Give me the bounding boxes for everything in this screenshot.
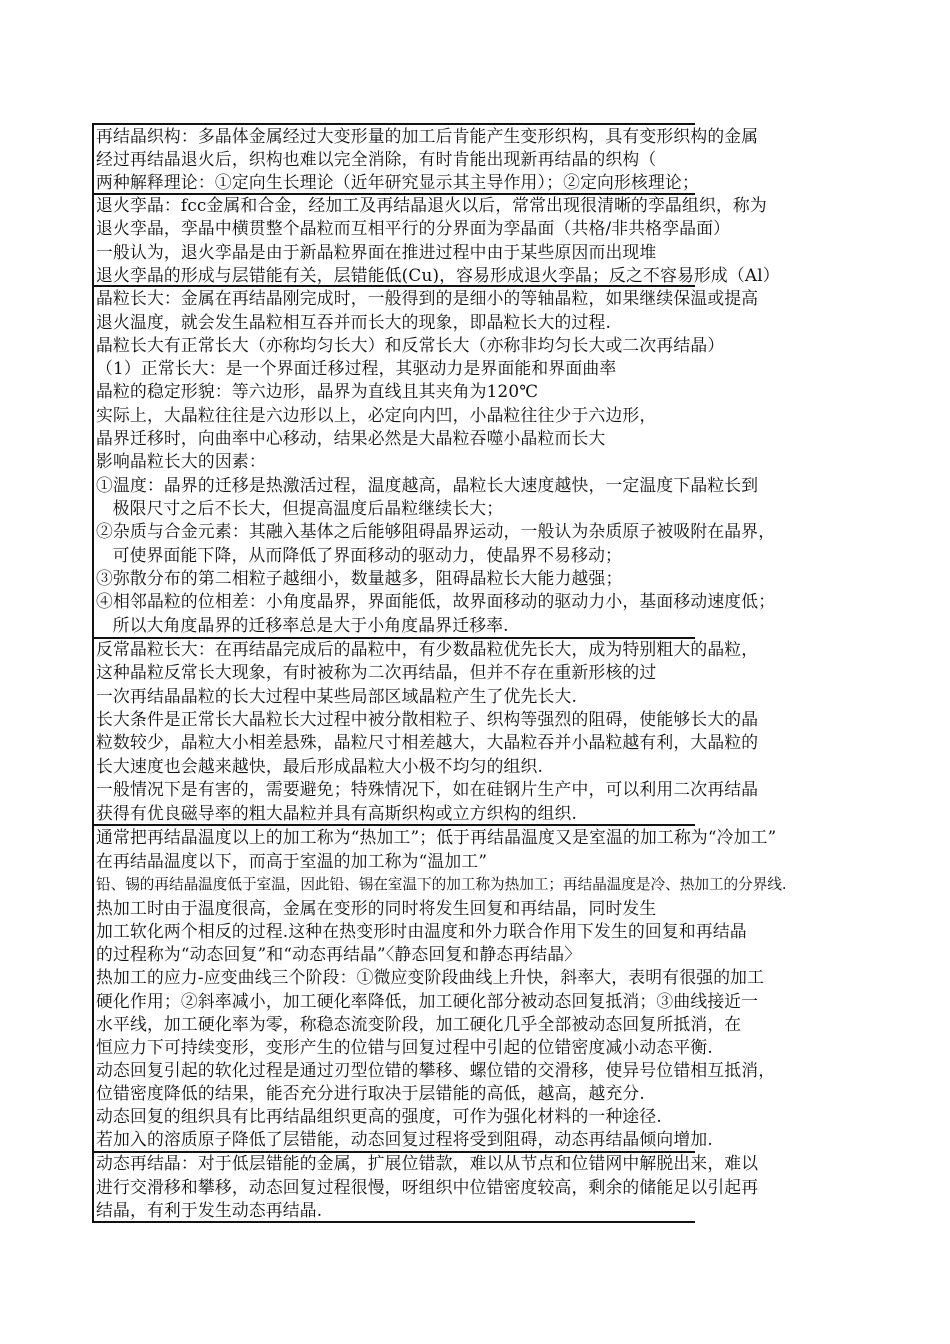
text-line: 进行交滑移和攀移，动态回复过程很慢，呀组织中位错密度较高，剩余的储能足以引起再 [96,1177,759,1197]
text-line: 在再结晶温度以下，而高于室温的加工称为“温加工” [96,851,488,871]
text-line: 动态回复的组织具有比再结晶组织更高的强度，可作为强化材料的一种途径. [96,1106,662,1126]
text-line: 一次再结晶晶粒的长大过程中某些局部区域晶粒产生了优先长大. [96,686,578,706]
text-line: 一般认为，退火孪晶是由于新晶粒界面在推进过程中由于某些原因而出现堆 [96,242,657,262]
text-line: 水平线，加工硬化率为零，称稳态流变阶段，加工硬化几乎全部被动态回复所抵消，在 [96,1014,742,1034]
text-line: 长大条件是正常长大晶粒长大过程中被分散相粒子、织构等强烈的阻碍，使能够长大的晶 [96,709,759,729]
text-line: 长大速度也会越来越快，最后形成晶粒大小极不均匀的组织. [96,756,544,776]
text-line: 位错密度降低的结果，能否充分进行取决于层错能的高低，越高，越充分. [96,1083,645,1103]
text-line: 粒数较少，晶粒大小相差悬殊，晶粒尺寸相差越大，大晶粒吞并小晶粒越有利，大晶粒的 [96,732,759,752]
text-line: 晶界迁移时，向曲率中心移动，结果必然是大晶粒吞噬小晶粒而长大 [96,428,606,448]
text-line: 晶粒的稳定形貌：等六边形，晶界为直线且其夹角为120℃ [96,381,539,401]
text-line: 加工软化两个相反的过程.这种在热变形时由温度和外力联合作用下发生的回复和再结晶 [96,921,747,941]
text-line: 两种解释理论：①定向生长理论（近年研究显示其主导作用）；②定向形核理论； [96,172,699,192]
text-line: ③弥散分布的第二相粒子越细小，数量越多，阻碍晶粒长大能力越强； [96,568,623,588]
text-line: 晶粒长大：金属在再结晶刚完成时，一般得到的是细小的等轴晶粒，如果继续保温或提高 [96,288,759,308]
text-line: 动态回复引起的软化过程是通过刃型位错的攀移、螺位错的交滑移，使异号位错相互抵消， [96,1060,776,1080]
text-line: 退火孪晶：fcc金属和合金，经加工及再结晶退火以后，常常出现很清晰的孪晶组织，称为 [96,195,767,215]
text-line: 获得有优良磁导率的粗大晶粒并具有高斯织构或立方织构的组织. [96,803,578,823]
text-line: 的过程称为“动态回复”和“动态再结晶”〈静态回复和静态再结晶〉 [96,944,582,964]
text-line: 热加工时由于温度很高，金属在变形的同时将发生回复和再结晶，同时发生 [96,898,657,918]
text-line: ④相邻晶粒的位相差：小角度晶界，界面能低，故界面移动的驱动力小，基面移动速度低； [96,591,776,611]
text-line: 实际上，大晶粒往往是六边形以上，必定向内凹，小晶粒往往少于六边形， [96,405,657,425]
text-line: 再结晶织构：多晶体金属经过大变形量的加工后肯能产生变形织构，具有变形织构的金属 [96,126,759,146]
text-line: 一般情况下是有害的，需要避免；特殊情况下，如在硅钢片生产中，可以利用二次再结晶 [96,779,759,799]
text-line: 这种晶粒反常长大现象，有时被称为二次再结晶，但并不存在重新形核的过 [96,662,657,682]
text-line: 所以大角度晶界的迁移率总是大于小角度晶界迁移率. [96,615,509,635]
text-line: 动态再结晶：对于低层错能的金属，扩展位错款，难以从节点和位错网中解脱出来，难以 [96,1153,759,1173]
text-line: 硬化作用；②斜率减小，加工硬化率降低，加工硬化部分被动态回复抵消；③曲线接近一 [96,991,759,1011]
text-line: 极限尺寸之后不长大，但提高温度后晶粒继续长大； [96,498,504,518]
text-line: 经过再结晶退火后，织构也难以完全消除，有时肯能出现新再结晶的织构（ [96,149,657,169]
text-line: 恒应力下可持续变形，变形产生的位错与回复过程中引起的位错密度减小动态平衡. [96,1037,713,1057]
text-line: 可使界面能下降，从而降低了界面移动的驱动力，使晶界不易移动； [96,545,623,565]
text-line: 铅、锡的再结晶温度低于室温，因此铅、锡在室温下的加工称为热加工；再结晶温度是冷、热加工的分界线. [96,876,787,893]
left-border [92,123,94,1223]
text-line: 热加工的应力-应变曲线三个阶段：①微应变阶段曲线上升快，斜率大，表明有很强的加工 [96,967,765,987]
text-line: （1）正常长大：是一个界面迁移过程，其驱动力是界面能和界面曲率 [96,358,617,378]
text-line: 退火孪晶，孪晶中横贯整个晶粒而互相平行的分界面为孪晶面（共格/非共格孪晶面） [96,218,731,238]
text-line: 退火温度，就会发生晶粒相互吞并而长大的现象，即晶粒长大的过程. [96,312,611,332]
text-line: 影响晶粒长大的因素： [96,451,266,471]
text-line: 结晶，有利于发生动态再结晶. [96,1200,323,1220]
text-line: 晶粒长大有正常长大（亦称均匀长大）和反常长大（亦称非均匀长大或二次再结晶） [96,335,725,355]
text-line: ①温度：晶界的迁移是热激活过程，温度越高，晶粒长大速度越快，一定温度下晶粒长到 [96,475,759,495]
text-line: 反常晶粒长大：在再结晶完成后的晶粒中，有少数晶粒优先长大，成为特别粗大的晶粒， [96,639,759,659]
text-line: 若加入的溶质原子降低了层错能，动态回复过程将受到阻碍，动态再结晶倾向增加. [96,1129,713,1149]
section-divider [93,1221,695,1223]
text-line: ②杂质与合金元素：其融入基体之后能够阻碍晶界运动，一般认为杂质原子被吸附在晶界， [96,521,776,541]
text-line: 退火孪晶的形成与层错能有关，层错能低(Cu)，容易形成退火孪晶；反之不容易形成（Al） [96,265,780,285]
text-line: 通常把再结晶温度以上的加工称为“热加工”；低于再结晶温度又是室温的加工称为“冷加工” [96,827,777,847]
